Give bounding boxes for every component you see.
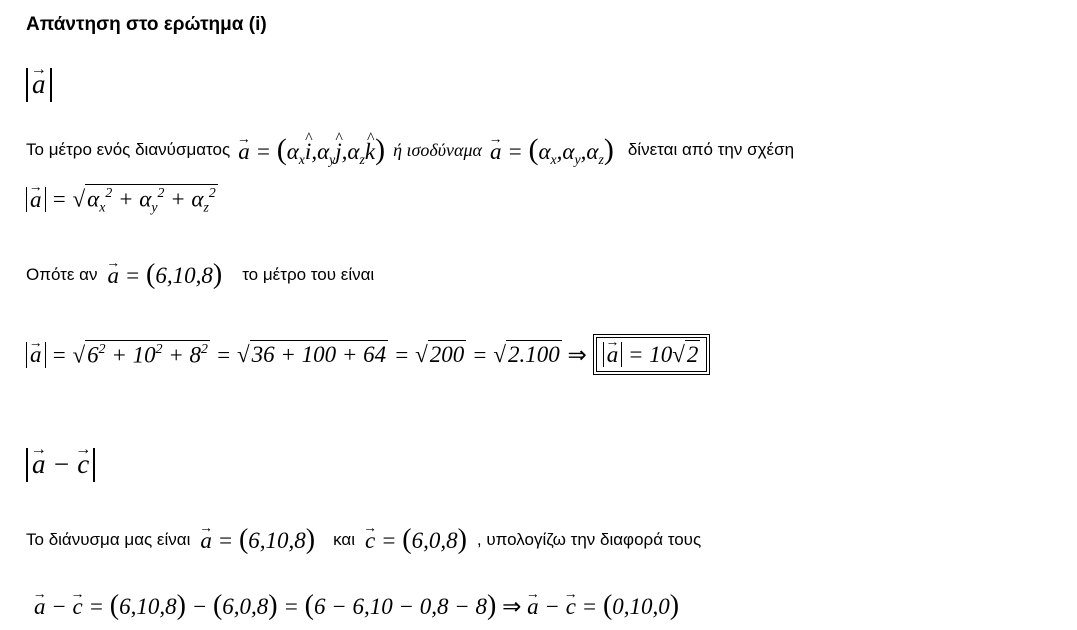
vector-c-value: → c = (6,0,8) xyxy=(365,524,467,556)
vectors-line xyxy=(26,522,701,558)
given-by-text: δίνεται από την σχέση xyxy=(627,140,795,159)
magnitude-title-a: → a xyxy=(26,68,52,102)
intro-text: Το μέτρο ενός διανύσματος xyxy=(26,140,231,159)
vector-a-value-2: → a = (6,10,8) xyxy=(200,524,315,556)
magnitude-title-a-minus-c: → a − → c xyxy=(26,448,95,482)
difference-calculation: → a − → c = (6,10,8) − (6,0,8) = (6 − 6,10 − 0,8 − 8) ⇒ → a − → c = (0,10,0) xyxy=(34,590,679,622)
so-if-line xyxy=(26,257,374,293)
vector-tuple-def: → $a = (\alpha_x,\alpha_y,\alpha_z)$ xyxy=(490,133,614,168)
heading: Απάντηση στο ερώτημα (i) xyxy=(26,14,267,35)
result-box: → a = 10√2 xyxy=(593,334,711,375)
definition-line xyxy=(26,130,794,170)
our-vector-text: Το διάνυσμα μας είναι xyxy=(26,530,191,549)
magnitude-formula: → $a = √\alpha_x^2 + \alpha_y^2 + \alpha_z^2$ xyxy=(26,184,218,216)
so-if-text: Οπότε αν xyxy=(26,265,98,284)
and-text: και xyxy=(333,530,355,549)
its-magnitude-text: το μέτρο του είναι xyxy=(242,265,375,284)
or-equivalent-text: ή ισοδύναμα xyxy=(393,139,482,160)
compute-difference-text: , υπολογίζω την διαφορά τους xyxy=(476,530,702,549)
magnitude-calculation: → $a = √6^2 + 10^2 + 8^2 = √36 + 100 + 64 = √200 = √2.100$ ⇒ → a = 10√2 xyxy=(26,334,710,375)
vector-a-value: → a = (6,10,8) xyxy=(108,259,223,291)
vector-components-def: → $a = (\alpha_x\^{}$ $i,\alpha_y\^{}$ $j,\alpha_z\^{}$ k) xyxy=(238,133,385,168)
